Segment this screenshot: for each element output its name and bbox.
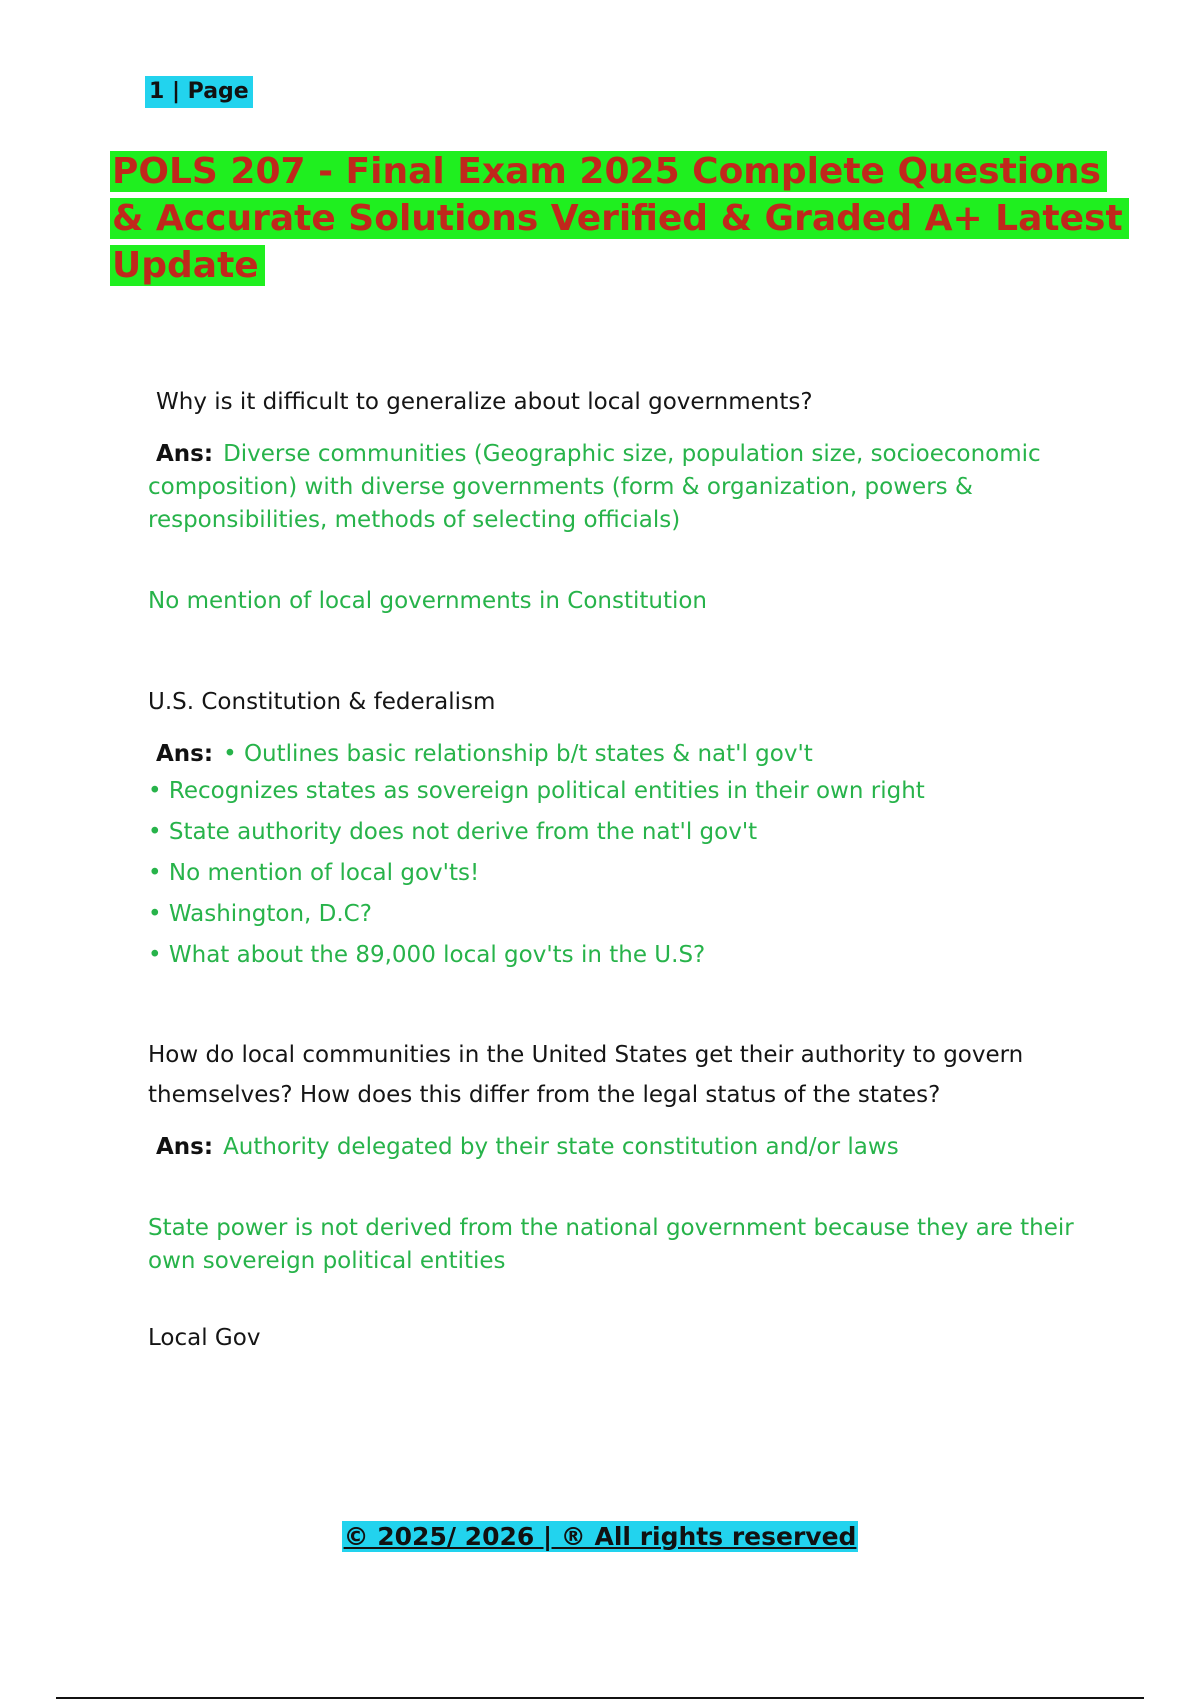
question-text: How do local communities in the United States get their authority to govern themselves? How does this differ from the legal status of the states? (148, 1042, 1024, 1108)
question-text: U.S. Constitution & federalism (148, 689, 496, 715)
answer-extra: No mention of local governments in Constitution (148, 588, 708, 614)
document-title-text: POLS 207 - Final Exam 2025 Complete Questions & Accurate Solutions Verified & Graded A+ Latest Update (110, 151, 1129, 286)
document-title (110, 148, 1130, 289)
qa-block-2 (148, 682, 1078, 976)
answer-body: Diverse communities (Geographic size, population size, socioeconomic composition) with diverse governments (form & organization, powers & responsibilities, methods of selecting officials) (148, 441, 1041, 533)
question-text: Why is it difficult to generalize about local governments? (156, 389, 813, 415)
answer-bullet: • What about the 89,000 local gov'ts in the U.S? (148, 942, 706, 968)
qa-block-1 (148, 382, 1078, 618)
copyright-text: © 2025/ 2026 | ® All rights reserved (343, 1522, 857, 1551)
answer-extra: State power is not derived from the national government because they are their own sovereign political entities (148, 1215, 1074, 1274)
answer-body: • Outlines basic relationship b/t states & nat'l gov't (223, 741, 813, 767)
section-heading: Local Gov (148, 1325, 261, 1351)
answer-bullet: • Recognizes states as sovereign political entities in their own right (148, 778, 925, 804)
answer-body: Authority delegated by their state constitution and/or laws (223, 1134, 899, 1160)
page-bottom-divider (56, 1697, 1144, 1699)
page-number-label: 1 | Page (145, 76, 253, 108)
answer-bullet: • Washington, D.C? (148, 901, 372, 927)
answer-bullet: • State authority does not derive from the nat'l gov't (148, 819, 758, 845)
answer-label: Ans: (156, 1134, 214, 1160)
answer-text (148, 1131, 1078, 1164)
answer-bullet: • No mention of local gov'ts! (148, 860, 480, 886)
answer-text (148, 438, 1078, 537)
qa-block-3 (148, 1035, 1078, 1358)
answer-text (148, 738, 1078, 771)
copyright-footer (0, 1522, 1200, 1551)
answer-label: Ans: (156, 741, 214, 767)
answer-label: Ans: (156, 441, 214, 467)
